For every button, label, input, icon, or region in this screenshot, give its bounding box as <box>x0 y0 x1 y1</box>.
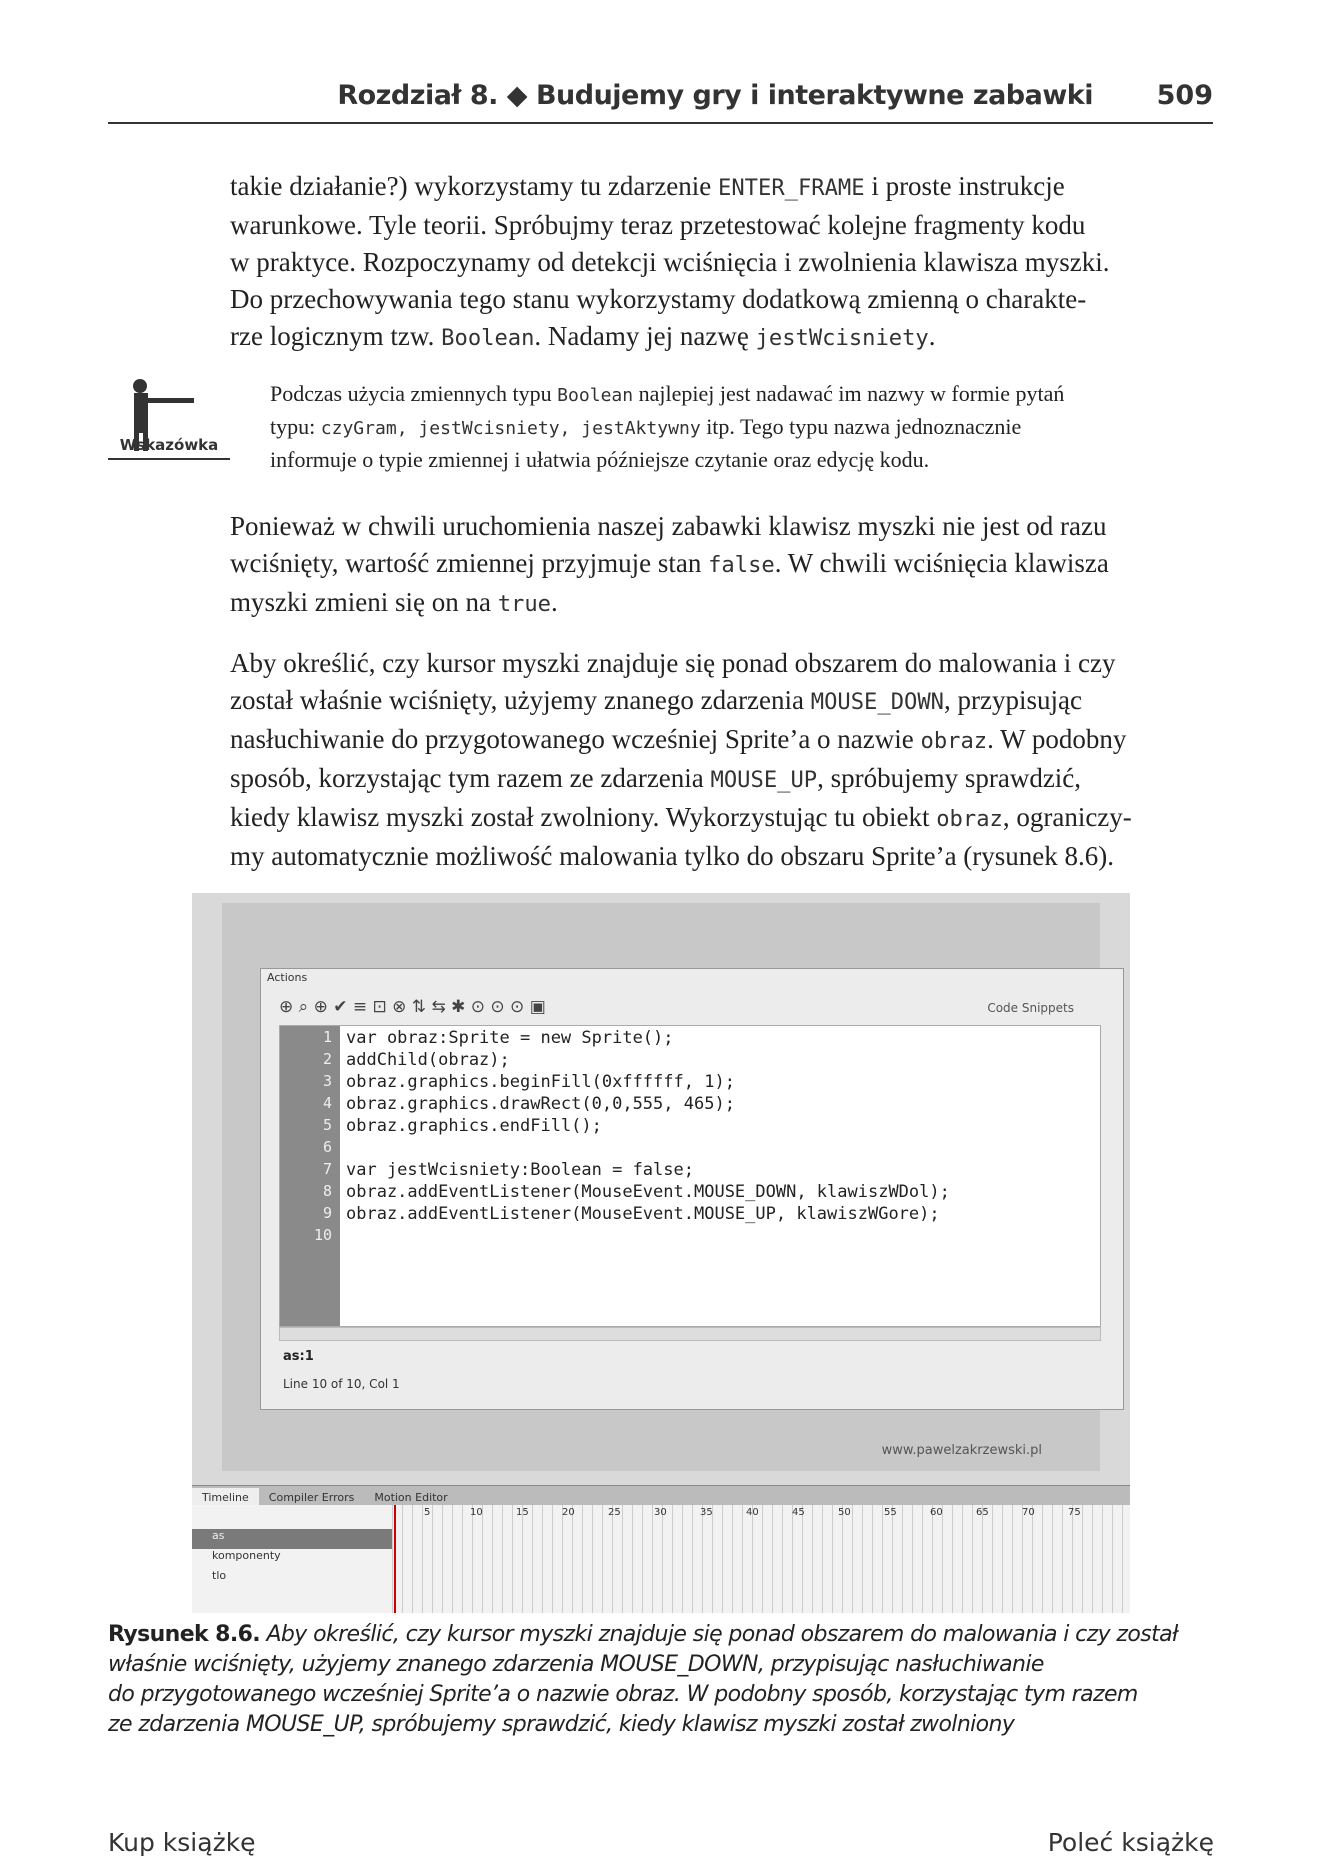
layer-as[interactable]: as <box>192 1529 392 1549</box>
line-number-gutter <box>280 1026 340 1326</box>
tab-timeline[interactable]: Timeline <box>192 1488 259 1507</box>
timeline-panel <box>192 1505 1130 1613</box>
frame-number: 35 <box>700 1507 713 1518</box>
panel-title: Actions <box>267 971 308 984</box>
watermark: www.pawelzakrzewski.pl <box>881 1443 1042 1458</box>
para3-line5 <box>230 799 1215 838</box>
paragraph-1 <box>230 168 1215 357</box>
code-line: obraz.addEventListener(MouseEvent.MOUSE_UP, klawiszWGore); <box>346 1204 940 1224</box>
running-header <box>108 80 1213 124</box>
frame-number: 15 <box>516 1507 529 1518</box>
code-snippets-button[interactable]: Code Snippets <box>987 1001 1074 1015</box>
text: . <box>551 587 558 617</box>
text: . W podobny <box>987 724 1127 754</box>
text: wciśnięty, wartość zmiennej przyjmuje stan <box>230 548 709 578</box>
caption-line1 <box>108 1620 1213 1650</box>
para1-line1 <box>230 168 1215 207</box>
line-number: 9 <box>322 1204 332 1222</box>
text: i proste instrukcje <box>864 171 1065 201</box>
frame-number: 65 <box>976 1507 989 1518</box>
line-number: 8 <box>322 1182 332 1200</box>
actions-panel <box>260 968 1124 1410</box>
code-inline: true <box>497 591 551 617</box>
buy-book-link[interactable]: Kup książkę <box>108 1828 256 1857</box>
code-inline: Boolean <box>557 385 634 406</box>
code-inline: obraz <box>936 806 1003 832</box>
para1-line5 <box>230 318 1215 357</box>
tip-line1 <box>270 378 1215 411</box>
code-inline: obraz <box>920 728 988 754</box>
ide-stage <box>222 903 1100 1471</box>
para2-line2 <box>230 545 1215 584</box>
code-editor[interactable] <box>279 1025 1101 1327</box>
tip-text <box>270 378 1215 475</box>
figure-screenshot <box>192 893 1130 1613</box>
line-number: 10 <box>313 1226 332 1244</box>
code-line: addChild(obraz); <box>346 1050 510 1070</box>
line-number: 4 <box>322 1094 332 1112</box>
paragraph-3 <box>230 645 1215 875</box>
code-inline: ENTER_FRAME <box>718 175 865 201</box>
text: . W chwili wciśnięcia klawisza <box>774 548 1109 578</box>
playhead[interactable] <box>394 1505 396 1613</box>
text: , ograniczy- <box>1002 802 1132 832</box>
layer-komponenty[interactable]: komponenty <box>212 1549 281 1562</box>
text: rze logicznym tzw. <box>230 321 442 351</box>
layer-tlo[interactable]: tlo <box>212 1569 227 1582</box>
frame-number: 5 <box>424 1507 431 1518</box>
tab-motion-editor[interactable]: Motion Editor <box>374 1491 448 1504</box>
horizontal-scrollbar[interactable] <box>279 1327 1101 1341</box>
line-number: 7 <box>322 1160 332 1178</box>
caption-line3: do przygotowanego wcześniej Sprite’a o nazwie obraz. W podobny sposób, korzystając tym razem <box>108 1682 1138 1707</box>
line-number: 6 <box>322 1138 332 1156</box>
frame-number: 75 <box>1068 1507 1081 1518</box>
text: . Nadamy jej nazwę <box>534 321 756 351</box>
code-line: var jestWcisniety:Boolean = false; <box>346 1160 694 1180</box>
chapter-title: Rozdział 8. ◆ Budujemy gry i interaktywne zabawki <box>337 80 1093 111</box>
code-inline: jestWcisniety <box>755 325 929 351</box>
text: , przypisując <box>943 685 1082 715</box>
code-inline: MOUSE_UP <box>710 767 818 793</box>
code-line: var obraz:Sprite = new Sprite(); <box>346 1028 674 1048</box>
text: kiedy klawisz myszki został zwolniony. Wykorzystując tu obiekt <box>230 802 937 832</box>
caption-line2: właśnie wciśnięty, użyjemy znanego zdarzenia MOUSE_DOWN, przypisując nasłuchiwanie <box>108 1652 1044 1677</box>
frame-grid[interactable] <box>392 1505 1130 1613</box>
frame-number: 60 <box>930 1507 943 1518</box>
code-line: obraz.graphics.drawRect(0,0,555, 465); <box>346 1094 735 1114</box>
code-inline: MOUSE_DOWN <box>810 689 944 715</box>
caption-line4: ze zdarzenia MOUSE_UP, spróbujemy sprawdzić, kiedy klawisz myszki został zwolniony <box>108 1712 1015 1737</box>
frame-number: 20 <box>562 1507 575 1518</box>
tip-label: Wskazówka <box>119 436 219 454</box>
frame-number: 25 <box>608 1507 621 1518</box>
code-line: obraz.addEventListener(MouseEvent.MOUSE_DOWN, klawiszWDol); <box>346 1182 950 1202</box>
text: takie działanie?) wykorzystamy tu zdarzenie <box>230 171 719 201</box>
frame-number: 70 <box>1022 1507 1035 1518</box>
line-number: 1 <box>322 1028 332 1046</box>
code-line: obraz.graphics.endFill(); <box>346 1116 602 1136</box>
figure-caption <box>108 1620 1213 1740</box>
text: nasłuchiwanie do przygotowanego wcześniej Sprite’a o nazwie <box>230 724 921 754</box>
line-number: 5 <box>322 1116 332 1134</box>
frame-number: 30 <box>654 1507 667 1518</box>
para3-line1: Aby określić, czy kursor myszki znajduje się ponad obszarem do malowania i czy <box>230 648 1116 678</box>
tip-underline <box>108 458 230 460</box>
actions-toolbar <box>279 997 1114 1023</box>
text: . <box>928 321 936 351</box>
frame-number: 45 <box>792 1507 805 1518</box>
tip-line2 <box>270 411 1215 444</box>
recommend-book-link[interactable]: Poleć książkę <box>1047 1828 1214 1857</box>
para2-line1: Ponieważ w chwili uruchomienia naszej zabawki klawisz myszki nie jest od razu <box>230 511 1107 541</box>
text: sposób, korzystając tym razem ze zdarzenia <box>230 763 711 793</box>
para1-line2: warunkowe. Tyle teorii. Spróbujmy teraz przetestować kolejne fragmenty kodu <box>230 210 1086 240</box>
line-number: 3 <box>322 1072 332 1090</box>
text: itp. Tego typu nazwa jednoznacznie <box>700 414 1022 439</box>
text: Podczas użycia zmiennych typu <box>270 381 558 406</box>
frame-number: 10 <box>470 1507 483 1518</box>
page-number: 509 <box>1156 80 1213 111</box>
status-bar: Line 10 of 10, Col 1 <box>283 1377 400 1391</box>
line-number: 2 <box>322 1050 332 1068</box>
text: najlepiej jest nadawać im nazwy w formie pytań <box>633 381 1065 406</box>
frame-number: 50 <box>838 1507 851 1518</box>
text: Aby określić, czy kursor myszki znajduje się ponad obszarem do malowania i czy został <box>266 1622 1178 1647</box>
text: typu: <box>270 414 321 439</box>
para3-line6: my automatycznie możliwość malowania tylko do obszaru Sprite’a (rysunek 8.6). <box>230 841 1115 871</box>
text: , spróbujemy sprawdzić, <box>817 763 1082 793</box>
code-inline: Boolean <box>441 325 535 351</box>
para1-line4: Do przechowywania tego stanu wykorzystamy dodatkową zmienną o charakte- <box>230 284 1087 314</box>
bottom-tabs <box>192 1485 1130 1506</box>
code-inline: false <box>708 552 775 578</box>
text: został właśnie wciśnięty, użyjemy znanego zdarzenia <box>230 685 811 715</box>
paragraph-2 <box>230 508 1215 623</box>
toolbar-icons[interactable]: ⊕ ⌕ ⊕ ✔ ≡ ⊡ ⊗ ⇅ ⇆ ✱ ⊙ ⊙ ⊙ ▣ <box>279 997 546 1017</box>
code-inline: czyGram, jestWcisniety, jestAktywny <box>320 418 701 439</box>
code-line: obraz.graphics.beginFill(0xffffff, 1); <box>346 1072 735 1092</box>
script-tab[interactable]: as:1 <box>283 1349 314 1364</box>
text: myszki zmieni się on na <box>230 587 498 617</box>
para1-line3: w praktyce. Rozpoczynamy od detekcji wciśnięcia i zwolnienia klawisza myszki. <box>230 247 1110 277</box>
caption-label: Rysunek 8.6. <box>108 1622 261 1647</box>
frame-number: 40 <box>746 1507 759 1518</box>
para3-line2 <box>230 682 1215 721</box>
frame-number: 55 <box>884 1507 897 1518</box>
para2-line3 <box>230 584 1215 623</box>
para3-line3 <box>230 721 1215 760</box>
tip-line3: informuje o typie zmiennej i ułatwia późniejsze czytanie oraz edycję kodu. <box>270 447 930 472</box>
tab-compiler-errors[interactable]: Compiler Errors <box>268 1491 355 1504</box>
para3-line4 <box>230 760 1215 799</box>
